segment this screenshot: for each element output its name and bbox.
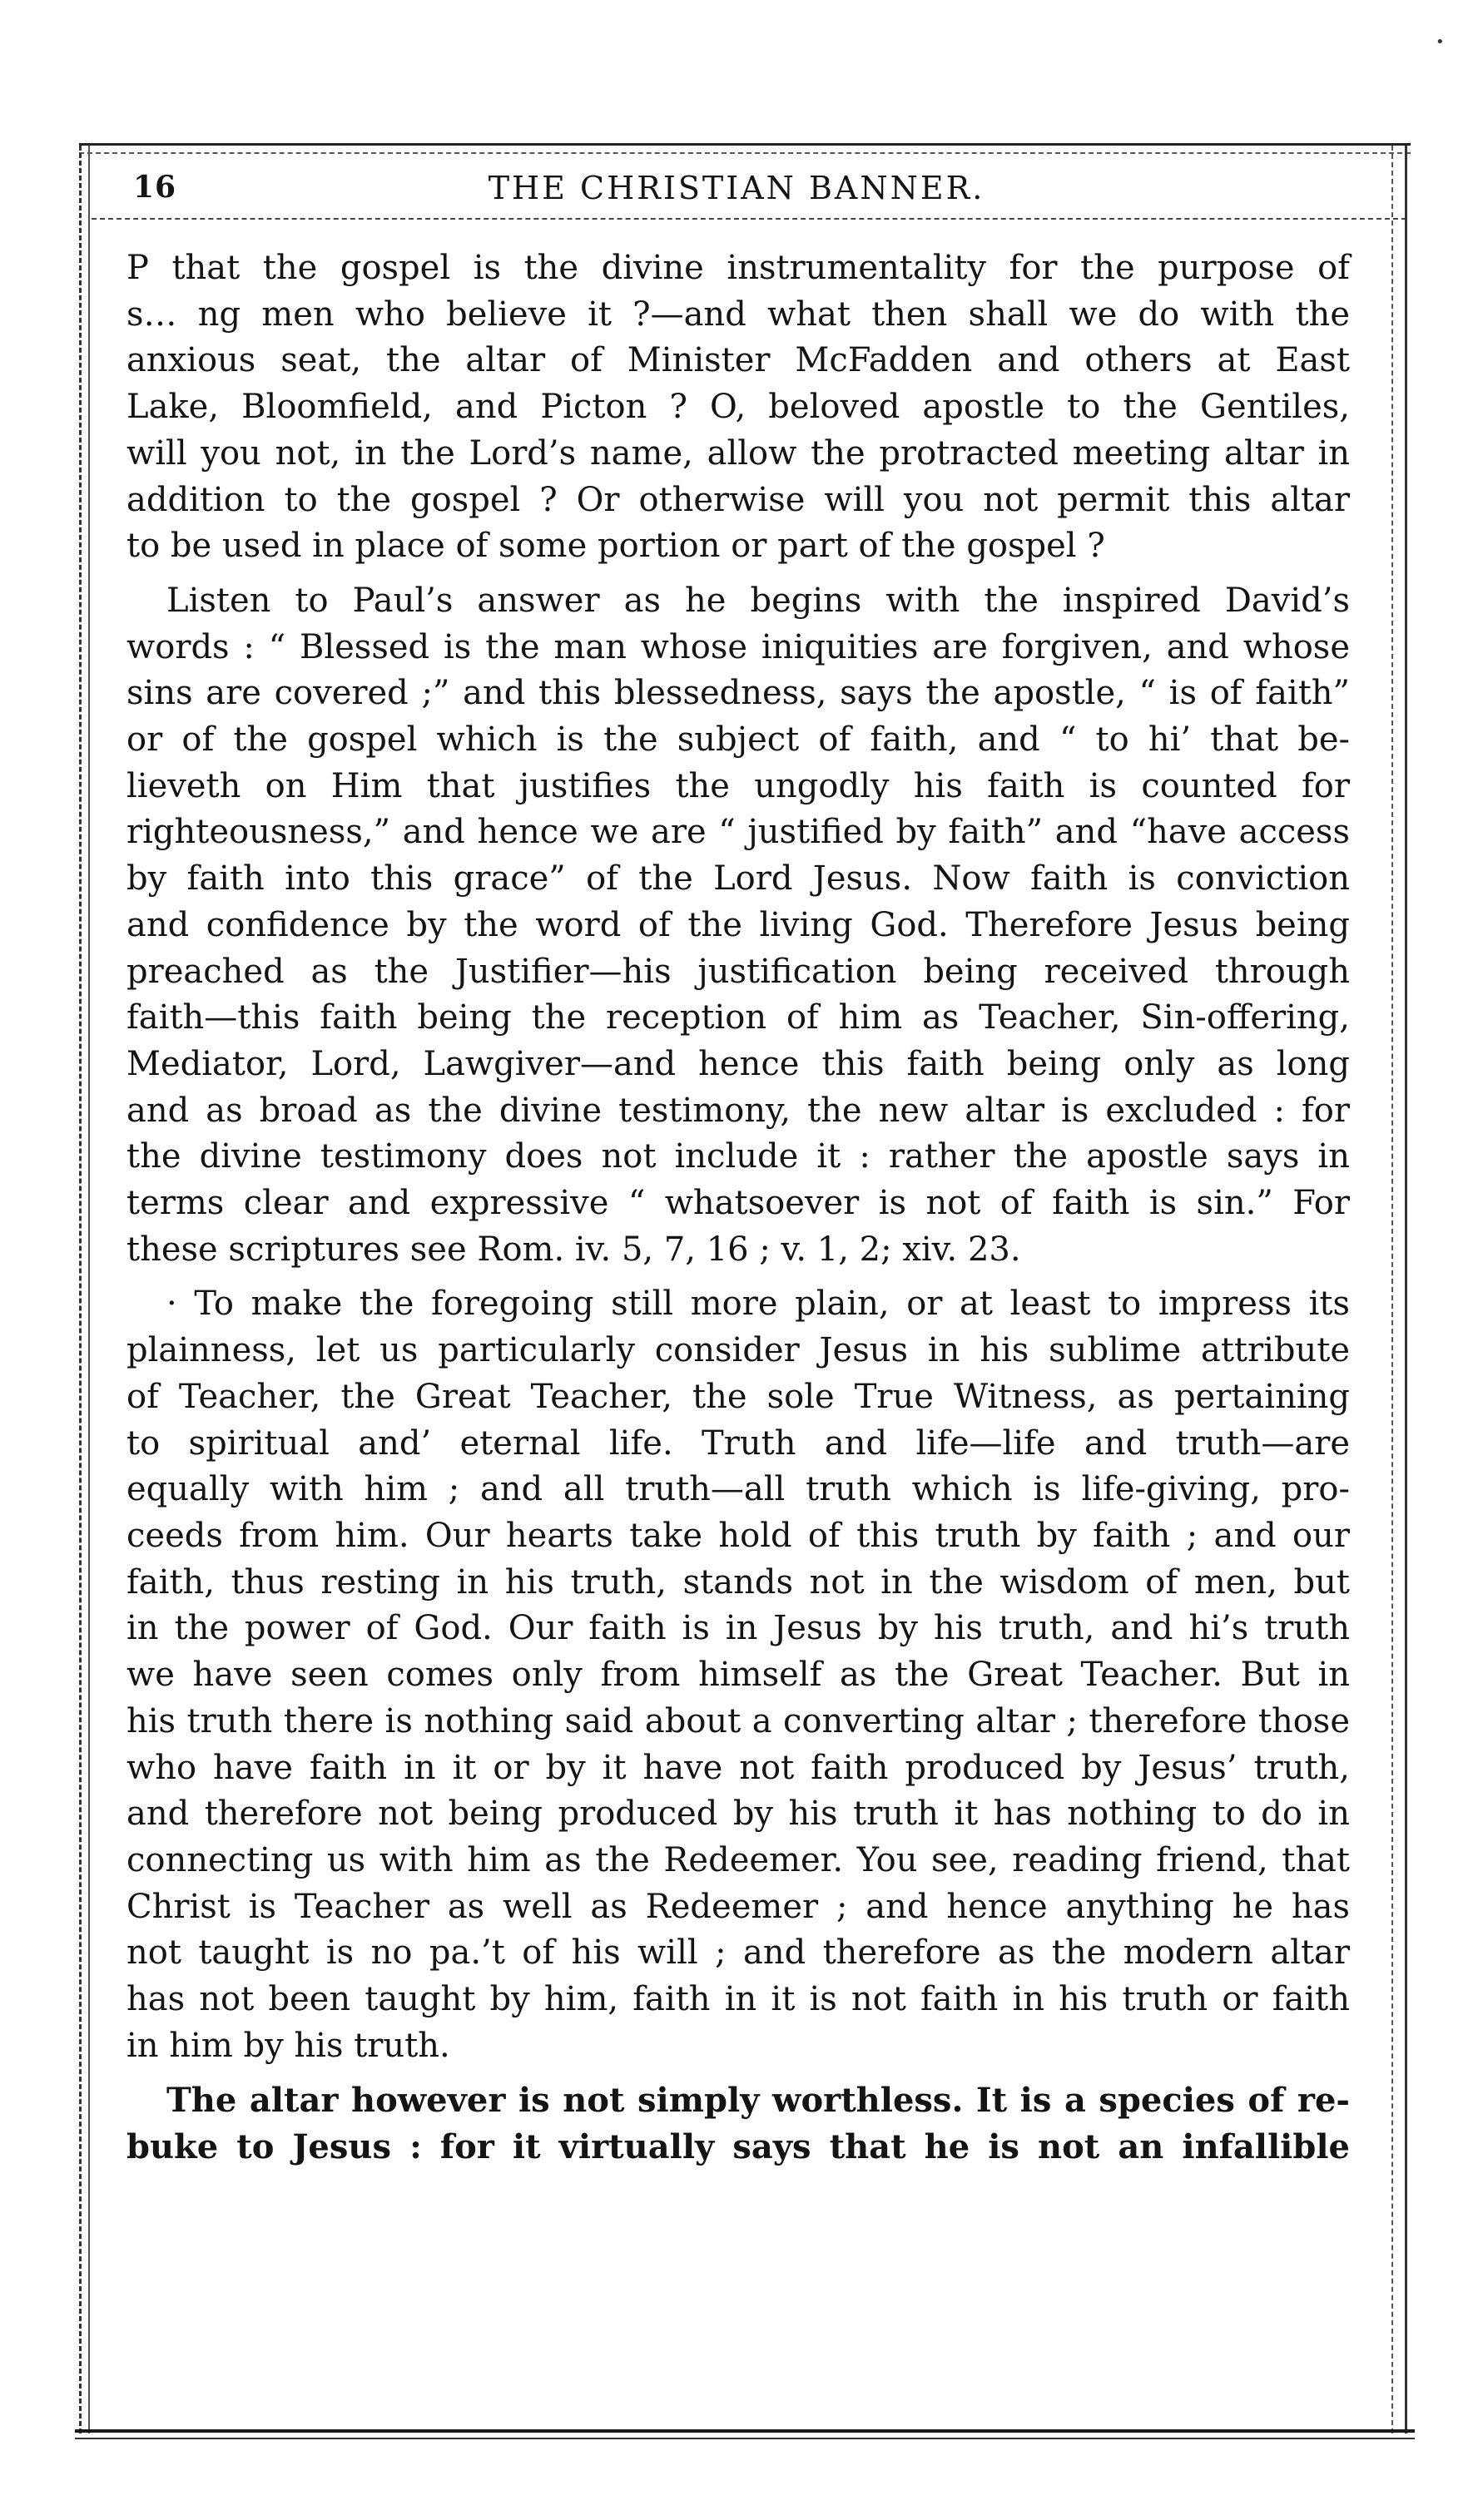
- header-rule: [92, 218, 1406, 220]
- text-line: who have faith in it or by it have not faith produced by Jesus’ truth,: [126, 1748, 1350, 1787]
- paragraph-4: [126, 2077, 1350, 2170]
- text-line: The altar however is not simply worthless. It is a species of re-: [166, 2081, 1350, 2121]
- page-header: [100, 165, 1373, 215]
- running-title: THE CHRISTIAN BANNER.: [488, 170, 985, 206]
- text-line: plainness, let us particularly consider Jesus in his sublime attribute: [126, 1331, 1350, 1370]
- left-border: [79, 146, 82, 2433]
- corner-mark: •: [1436, 33, 1445, 51]
- text-line: lieveth on Him that justifies the ungodly his faith is counted for: [126, 766, 1350, 805]
- text-line: will you not, in the Lord’s name, allow the protracted meeting altar in: [126, 433, 1350, 473]
- top-rule: [79, 143, 1411, 146]
- text-line: righteousness,” and hence we are “ justified by faith” and “have access: [126, 813, 1350, 852]
- text-line: and therefore not being produced by his truth it has nothing to do in: [126, 1795, 1350, 1834]
- text-line: the divine testimony does not include it : rather the apostle says in: [126, 1137, 1350, 1176]
- text-line: · To make the foregoing still more plain, or at least to impress its: [166, 1285, 1350, 1324]
- page-number: 16: [133, 170, 177, 205]
- text-line: words : “ Blessed is the man whose iniquities are forgiven, and whose: [126, 627, 1350, 666]
- text-line: addition to the gospel ? Or otherwise will you not permit this altar: [126, 480, 1350, 519]
- text-line: in him by his truth.: [126, 2026, 450, 2065]
- text-line: faith, thus resting in his truth, stands not in the wisdom of men, but: [126, 1562, 1350, 1602]
- text-line: of Teacher, the Great Teacher, the sole True Witness, as pertaining: [126, 1377, 1350, 1416]
- text-line: his truth there is nothing said about a converting altar ; therefore those: [126, 1701, 1350, 1740]
- text-line: buke to Jesus : for it virtually says that he is not an infallible: [126, 2127, 1350, 2167]
- top-rule-dashed: [79, 152, 1411, 154]
- text-line: Mediator, Lord, Lawgiver—and hence this faith being only as long: [126, 1044, 1350, 1083]
- text-line: s… ng men who believe it ?—and what then shall we do with the: [126, 295, 1350, 334]
- text-line: connecting us with him as the Redeemer. You see, reading friend, that: [126, 1840, 1350, 1879]
- text-line: faith—this faith being the reception of him as Teacher, Sin-offering,: [126, 998, 1350, 1037]
- text-line: Listen to Paul’s answer as he begins with the inspired David’s: [166, 581, 1350, 620]
- text-line: terms clear and expressive “ whatsoever is not of faith is sin.” For: [126, 1184, 1350, 1223]
- text-line: and as broad as the divine testimony, the new altar is excluded : for: [126, 1091, 1350, 1130]
- paragraph-3: [126, 1281, 1350, 2069]
- paragraph-2: [126, 578, 1350, 1274]
- text-line: anxious seat, the altar of Minister McFadden and others at East: [126, 341, 1350, 380]
- text-line: P that the gospel is the divine instrumentality for the purpose of: [126, 249, 1350, 287]
- text-line: in the power of God. Our faith is in Jesus by his truth, and hi’s truth: [126, 1609, 1350, 1648]
- text-line: sins are covered ;” and this blessedness, says the apostle, “ is of faith”: [126, 674, 1350, 713]
- text-line: has not been taught by him, faith in it is not faith in his truth or faith: [126, 1980, 1350, 2019]
- bottom-rule-thin: [75, 2438, 1415, 2439]
- text-line: Lake, Bloomfield, and Picton ? O, beloved apostle to the Gentiles,: [126, 388, 1350, 427]
- text-line: and confidence by the word of the living God. Therefore Jesus being: [126, 905, 1350, 944]
- text-line: preached as the Justifier—his justification being received through: [126, 952, 1350, 991]
- text-line: these scriptures see Rom. iv. 5, 7, 16 ; v. 1, 2; xiv. 23.: [126, 1230, 1021, 1269]
- text-line: we have seen comes only from himself as the Great Teacher. But in: [126, 1656, 1350, 1695]
- text-line: or of the gospel which is the subject of faith, and “ to hi’ that be-: [126, 720, 1350, 760]
- text-line: ceeds from him. Our hearts take hold of this truth by faith ; and our: [126, 1516, 1350, 1555]
- text-line: Christ is Teacher as well as Redeemer ; and hence anything he has: [126, 1887, 1350, 1926]
- right-border: [1405, 146, 1407, 2433]
- body-text: [126, 245, 1350, 2179]
- text-line: not taught is no pa.’t of his will ; and therefore as the modern altar: [126, 1933, 1350, 1973]
- text-line: by faith into this grace” of the Lord Jesus. Now faith is conviction: [126, 859, 1350, 899]
- text-line: equally with him ; and all truth—all truth which is life-giving, pro-: [126, 1470, 1350, 1509]
- left-border-inner: [88, 146, 90, 2433]
- bottom-rule: [75, 2429, 1415, 2433]
- text-line: to be used in place of some portion or part of the gospel ?: [126, 527, 1105, 566]
- paragraph-1: [126, 245, 1350, 570]
- right-border-inner: [1391, 146, 1393, 2433]
- text-line: to spiritual and’ eternal life. Truth and life—life and truth—are: [126, 1423, 1350, 1463]
